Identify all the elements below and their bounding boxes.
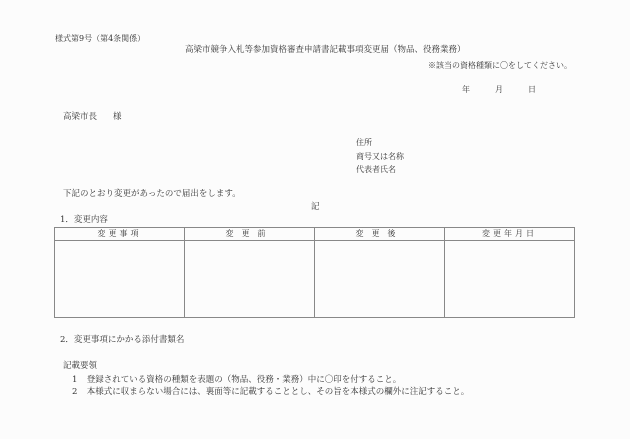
column-header-change-date: 変更年月日 <box>445 228 575 241</box>
column-header-before: 変更前 <box>185 228 315 241</box>
year-label: 年 <box>462 85 470 94</box>
instruction-number: 1 <box>72 375 78 385</box>
addressee-honorific: 様 <box>113 112 122 122</box>
instructions-title: 記載要領 <box>63 361 98 371</box>
addressee <box>63 112 122 122</box>
column-header-after: 変更後 <box>315 228 445 241</box>
company-name-label: 商号又は名称 <box>356 151 404 161</box>
instruction-item <box>72 376 401 385</box>
instruction-text: 登録されている資格の種類を表題の（物品、役務・業務）中に〇印を付すること。 <box>86 375 402 385</box>
column-header-change-item: 変更事項 <box>55 228 185 241</box>
month-label: 月 <box>495 85 503 94</box>
address-label: 住所 <box>356 138 372 147</box>
section1-title: 1．変更内容 <box>60 215 108 225</box>
addressee-name: 高梁市長 <box>63 112 98 122</box>
representative-label: 代表者氏名 <box>356 165 396 174</box>
ki-heading: 記 <box>311 202 320 212</box>
qualification-type-note: ※該当の資格種類に〇をしてください。 <box>428 61 572 70</box>
applicant-block <box>356 139 404 180</box>
cell-change-item[interactable] <box>55 241 185 318</box>
cell-change-date[interactable] <box>445 241 575 318</box>
form-number: 様式第9号（第4条関係） <box>55 34 146 43</box>
form-title: 高梁市競争入札等参加資格審査申請書記載事項変更届（物品、役務業務） <box>185 45 466 55</box>
day-label: 日 <box>528 85 536 94</box>
cell-before[interactable] <box>185 241 315 318</box>
intro-text: 下記のとおり変更があったので届出をします。 <box>63 189 241 199</box>
table-row <box>55 241 575 318</box>
cell-after[interactable] <box>315 241 445 318</box>
instruction-text: 本様式に収まらない場合には、裏面等に記載することとし、その旨を本様式の欄外に注記すること。 <box>86 387 470 397</box>
instruction-item <box>72 388 469 397</box>
instruction-number: 2 <box>72 387 78 397</box>
section2-title: 2．変更事項にかかる添付書類名 <box>60 335 185 345</box>
table-header-row <box>55 228 575 241</box>
change-details-table <box>54 227 575 318</box>
